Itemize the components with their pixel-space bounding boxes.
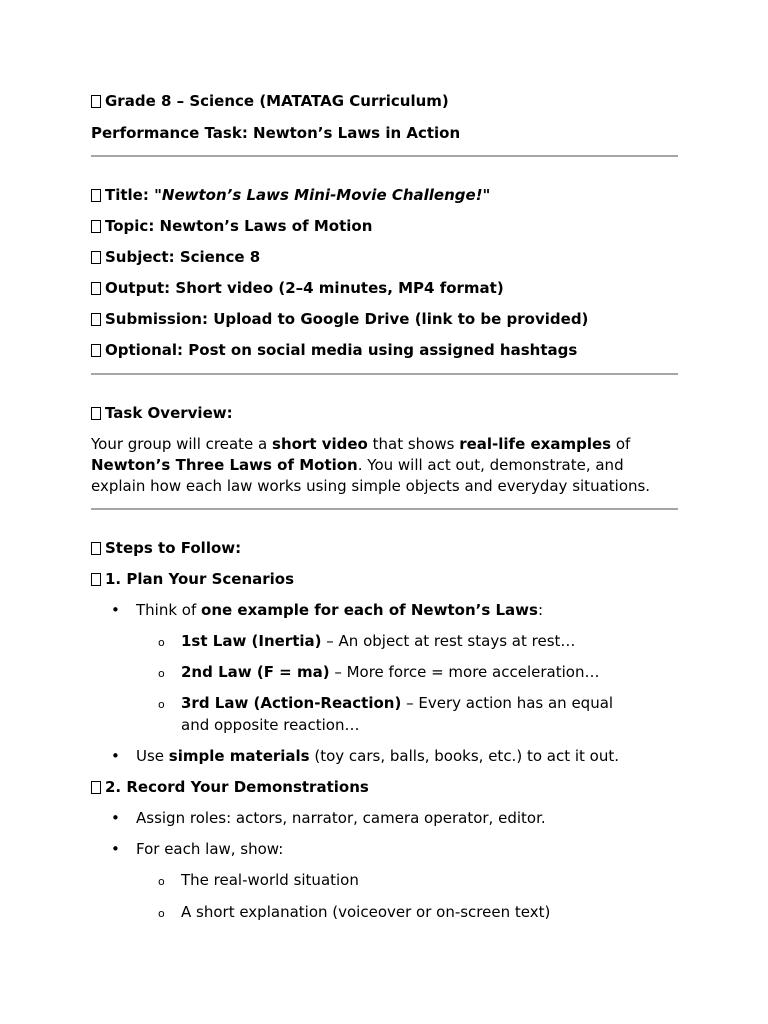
step1-heading (91, 568, 294, 590)
law-2-title: 2nd Law (F = ma) (181, 663, 330, 681)
law-2-text: – More force = more acceleration… (329, 663, 600, 681)
title-suffix: " (482, 186, 491, 204)
step2-heading (91, 776, 369, 798)
clipboard-icon (91, 189, 101, 202)
title-value: Newton’s Laws Mini-Movie Challenge! (161, 186, 483, 204)
overview-bold-1: short video (272, 435, 368, 453)
list-item (91, 599, 678, 621)
law-item-3 (91, 692, 636, 736)
overview-line-2 (91, 455, 678, 476)
bullet: • (111, 601, 120, 619)
bullet: • (111, 747, 120, 765)
submission-text: Submission: Upload to Google Drive (link to be provided) (105, 310, 589, 328)
optional-line (91, 339, 577, 361)
overview-line-1 (91, 434, 678, 455)
topic-text: Topic: Newton’s Laws of Motion (105, 217, 373, 235)
books-icon (91, 251, 101, 264)
upload-icon (91, 313, 101, 326)
task-text: Performance Task: Newton’s Laws in Action (91, 124, 461, 142)
overview-text-5: explain how each law works using simple objects and everyday situations. (91, 477, 651, 495)
step1-list (91, 599, 678, 621)
use-prefix: Use (136, 747, 169, 765)
subject-text: Subject: Science 8 (105, 248, 261, 266)
target-icon (91, 407, 101, 420)
list-item (91, 838, 678, 860)
divider-2 (91, 373, 678, 375)
task-line (91, 122, 460, 144)
use-suffix: (toy cars, balls, books, etc.) to act it out. (309, 747, 620, 765)
film-icon (91, 282, 101, 295)
optional-text: Optional: Post on social media using assigned hashtags (105, 341, 578, 359)
subject-line (91, 246, 260, 268)
laws-list-3 (136, 692, 636, 736)
law-3-text: – Every action has an equal and opposite reaction… (181, 694, 614, 734)
step1-heading-text: 1. Plan Your Scenarios (105, 570, 295, 588)
overview-heading-text: Task Overview: (105, 404, 233, 422)
sub-item-1 (91, 869, 678, 891)
step2-sublist (136, 869, 678, 891)
law-item-1 (91, 630, 678, 652)
think-suffix: : (537, 601, 543, 619)
use-bold: simple materials (168, 747, 310, 765)
law-1-text: – An object at rest stays at rest… (321, 632, 576, 650)
divider-3 (91, 508, 678, 510)
topic-line (91, 215, 372, 237)
overview-bold-2: real-life examples (459, 435, 612, 453)
law-1-title: 1st Law (Inertia) (181, 632, 322, 650)
roles-text: Assign roles: actors, narrator, camera operator, editor. (136, 809, 546, 827)
step1-list-2 (91, 745, 678, 767)
sub-bullet: o (158, 667, 165, 680)
list-item (91, 807, 678, 829)
output-text: Output: Short video (2–4 minutes, MP4 format) (105, 279, 504, 297)
sub-bullet: o (158, 907, 165, 920)
overview-heading (91, 402, 233, 424)
bullet: • (111, 840, 120, 858)
think-bold: one example for each of Newton’s Laws (201, 601, 538, 619)
law-item-2 (91, 661, 678, 683)
list-item (91, 745, 678, 767)
submission-line (91, 308, 588, 330)
pencil-icon (91, 220, 101, 233)
step2-list-2 (91, 838, 678, 860)
sub-item-1-text: The real-world situation (181, 871, 359, 889)
overview-line-3 (91, 476, 678, 497)
grade-line (91, 90, 449, 112)
overview-paragraph (91, 434, 678, 497)
step2-list (91, 807, 678, 829)
overview-text-1: Your group will create a (91, 435, 273, 453)
laws-list (136, 630, 678, 652)
overview-text-3: of (611, 435, 631, 453)
book-icon (91, 95, 101, 108)
steps-heading-text: Steps to Follow: (105, 539, 242, 557)
overview-bold-3: Newton’s Three Laws of Motion (91, 456, 358, 474)
checklist-icon (91, 542, 101, 555)
each-law-text: For each law, show: (136, 840, 284, 858)
laws-list-2 (136, 661, 678, 683)
step2-heading-text: 2. Record Your Demonstrations (105, 778, 369, 796)
phone-icon (91, 344, 101, 357)
sub-bullet: o (158, 875, 165, 888)
divider-1 (91, 155, 678, 157)
overview-text-4: . You will act out, demonstrate, and (357, 456, 624, 474)
sub-bullet: o (158, 636, 165, 649)
grade-text: Grade 8 – Science (MATATAG Curriculum) (105, 92, 449, 110)
think-prefix: Think of (136, 601, 202, 619)
title-line (91, 184, 490, 206)
title-prefix: Title: " (105, 186, 162, 204)
overview-text-2: that shows (367, 435, 460, 453)
bullet: • (111, 809, 120, 827)
sub-item-2 (91, 901, 678, 923)
camera-icon (91, 781, 101, 794)
steps-heading (91, 537, 241, 559)
output-line (91, 277, 504, 299)
bulb-icon (91, 573, 101, 586)
sub-bullet: o (158, 698, 165, 711)
step2-sublist-2 (136, 901, 678, 923)
sub-item-2-text: A short explanation (voiceover or on-screen text) (181, 903, 551, 921)
law-3-title: 3rd Law (Action-Reaction) (181, 694, 402, 712)
